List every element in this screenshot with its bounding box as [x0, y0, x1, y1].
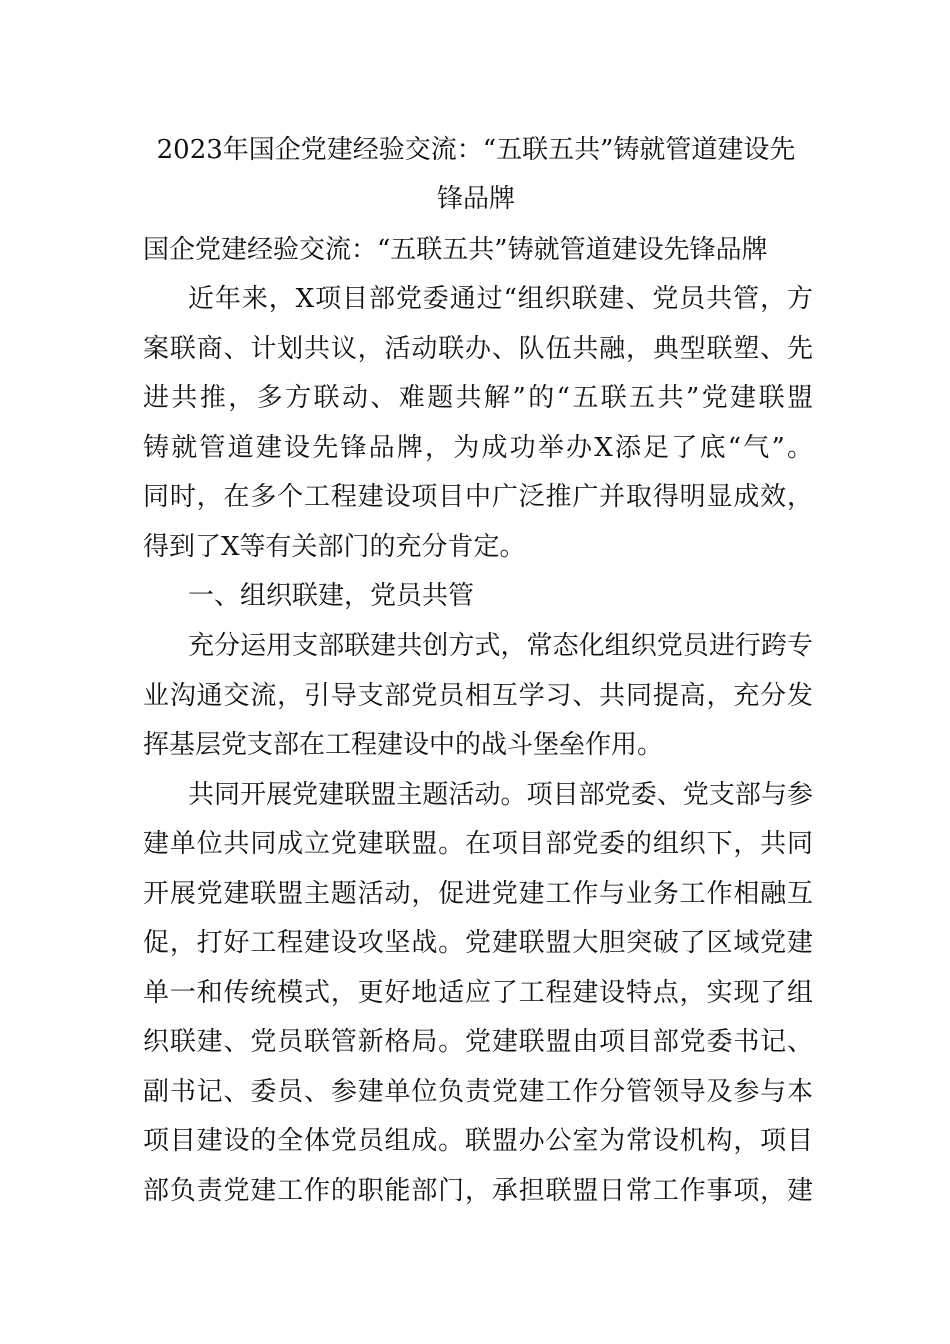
- document-subtitle: 国企党建经验交流：“五联五共”铸就管道建设先锋品牌: [143, 235, 768, 265]
- paragraph-1-line: 近年来，X项目部党委通过“组织联建、党员共管，方: [188, 284, 813, 314]
- paragraph-1-line: 案联商、计划共议，活动联办、队伍共融，典型联塑、先: [143, 334, 813, 364]
- paragraph-3-line: 织联建、党员联管新格局。党建联盟由项目部党委书记、: [143, 1027, 813, 1057]
- section-1-heading: 一、组织联建，党员共管: [188, 581, 475, 611]
- paragraph-3-line: 建单位共同成立党建联盟。在项目部党委的组织下，共同: [143, 829, 813, 859]
- paragraph-1-line: 同时，在多个工程建设项目中广泛推广并取得明显成效，: [143, 482, 813, 512]
- paragraph-2-line: 业沟通交流，引导支部党员相互学习、共同提高，充分发: [143, 681, 813, 711]
- paragraph-2-line: 挥基层党支部在工程建设中的战斗堡垒作用。: [143, 730, 664, 760]
- document-title-line-1: 2023年国企党建经验交流：“五联五共”铸就管道建设先: [156, 135, 796, 165]
- paragraph-2-line: 充分运用支部联建共创方式，常态化组织党员进行跨专: [188, 631, 813, 661]
- paragraph-3-line: 项目建设的全体党员组成。联盟办公室为常设机构，项目: [143, 1126, 813, 1156]
- paragraph-3-line: 部负责党建工作的职能部门，承担联盟日常工作事项，建: [143, 1176, 813, 1206]
- paragraph-1-line: 铸就管道建设先锋品牌，为成功举办X添足了底“气”。: [143, 433, 813, 463]
- paragraph-1-line: 得到了X等有关部门的充分肯定。: [143, 532, 526, 562]
- paragraph-3-line: 副书记、委员、参建单位负责党建工作分管领导及参与本: [143, 1077, 813, 1107]
- paragraph-3-line: 开展党建联盟主题活动，促进党建工作与业务工作相融互: [143, 879, 813, 909]
- paragraph-3-line: 单一和传统模式，更好地适应了工程建设特点，实现了组: [143, 978, 813, 1008]
- paragraph-1-line: 进共推，多方联动、难题共解”的“五联五共”党建联盟: [143, 383, 813, 413]
- paragraph-3-line: 共同开展党建联盟主题活动。项目部党委、党支部与参: [188, 780, 813, 810]
- paragraph-3-line: 促，打好工程建设攻坚战。党建联盟大胆突破了区域党建: [143, 928, 813, 958]
- document-title-line-2: 锋品牌: [436, 184, 515, 214]
